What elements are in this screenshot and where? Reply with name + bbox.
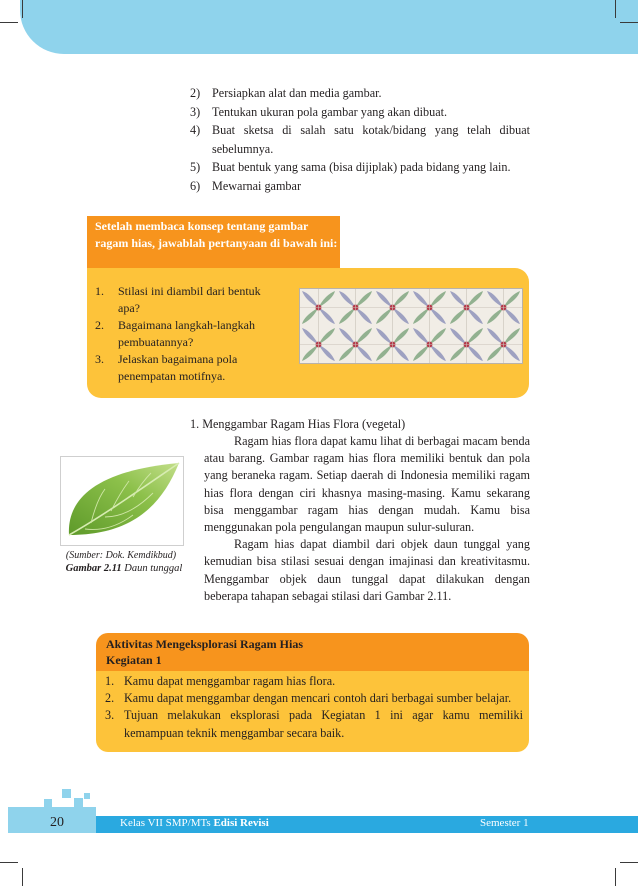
steps-list <box>190 84 530 195</box>
crop-mark <box>0 862 18 863</box>
activity-number: 1. <box>105 674 115 688</box>
step-item <box>190 103 530 122</box>
activity-item <box>105 690 523 707</box>
activity-list <box>105 673 523 742</box>
crop-mark <box>22 868 23 886</box>
step-item <box>190 84 530 103</box>
figure-caption <box>60 563 188 574</box>
question-item <box>95 317 285 351</box>
section-title: 1. Menggambar Ragam Hias Flora (vegetal) <box>190 417 406 431</box>
step-number: 4) <box>190 123 201 137</box>
activity-title: Aktivitas Mengeksplorasi Ragam Hias <box>106 637 304 651</box>
step-number: 5) <box>190 160 201 174</box>
header-band <box>20 0 638 54</box>
step-number: 3) <box>190 104 201 119</box>
question-text: Bagaimana langkah-langkah pembuatannya? <box>118 318 255 349</box>
question-number: 3. <box>95 352 104 366</box>
decor-pixel <box>44 799 52 807</box>
step-text: Tentukan ukuran pola gambar yang akan dibuat. <box>212 104 448 119</box>
activity-item <box>105 673 523 690</box>
step-item <box>190 177 530 196</box>
decor-pixel <box>84 793 90 799</box>
activity-text: Tujuan melakukan eksplorasi pada Kegiatan 1 ini agar kamu memiliki kemampuan teknik menggambar secara baik. <box>124 708 523 740</box>
step-text: Buat sketsa di salah satu kotak/bidang yang telah dibuat sebelumnya. <box>212 123 530 156</box>
paragraph: Ragam hias flora dapat kamu lihat di berbagai macam benda atau barang. Gambar ragam hias flora memiliki bentuk dan pola yang beraneka ragam. Setiap daerah di Indonesia memiliki ragam hias flora dengan ciri khasnya masing-masing. Kamu sekarang bisa menggambar ragam hias dengan mudah. Kamu bisa menggunakan pola pengulangan maupun sulur-suluran. <box>204 434 530 535</box>
question-number: 1. <box>95 284 104 298</box>
step-text: Mewarnai gambar <box>212 178 301 193</box>
crop-mark <box>0 22 18 23</box>
activity-number: 2. <box>105 691 115 706</box>
activity-item <box>105 707 523 741</box>
step-text: Buat bentuk yang sama (bisa dijiplak) pada bidang yang lain. <box>212 160 511 174</box>
footer-semester: Semester 1 <box>480 817 529 829</box>
question-number: 2. <box>95 318 104 332</box>
step-text: Persiapkan alat dan media gambar. <box>212 86 382 100</box>
leaf-image <box>60 456 184 546</box>
decor-pixel <box>74 798 83 807</box>
ornament-pattern-image <box>299 288 523 364</box>
book-edition: Edisi Revisi <box>213 817 269 829</box>
figure-label: Gambar 2.11 <box>65 563 122 574</box>
question-text: Stilasi ini diambil dari bentuk apa? <box>118 284 261 315</box>
step-number: 6) <box>190 178 201 193</box>
footer-book-title <box>120 817 269 829</box>
crop-mark <box>22 0 23 18</box>
crop-mark <box>620 22 638 23</box>
question-list <box>95 283 285 385</box>
activity-box-heading <box>96 633 529 671</box>
activity-number: 3. <box>105 708 115 723</box>
question-item <box>95 351 285 385</box>
activity-text: Kamu dapat menggambar ragam hias flora. <box>124 674 336 688</box>
leaf-icon <box>61 457 183 545</box>
step-number: 2) <box>190 86 201 100</box>
activity-subtitle: Kegiatan 1 <box>106 653 162 667</box>
page-number: 20 <box>50 815 64 830</box>
decor-pixel <box>62 789 71 798</box>
question-item <box>95 283 285 317</box>
step-item <box>190 121 530 158</box>
question-box-heading: Setelah membaca konsep tentang gambar ragam hias, jawablah pertanyaan di bawah ini: <box>87 216 340 268</box>
crop-mark <box>615 868 616 886</box>
step-item <box>190 158 530 177</box>
figure-source: (Sumber: Dok. Kemdikbud) <box>65 550 177 561</box>
activity-text: Kamu dapat menggambar dengan mencari contoh dari berbagai sumber belajar. <box>124 691 512 706</box>
crop-mark <box>620 862 638 863</box>
question-text: Jelaskan bagaimana pola penempatan motifnya. <box>118 352 238 383</box>
floral-ornament-icon <box>300 289 522 363</box>
figure-caption-text: Daun tunggal <box>121 563 183 574</box>
paragraph: Ragam hias dapat diambil dari objek daun tunggal yang kemudian bisa stilasi sesuai dengan imajinasi dan kreativitasmu. Menggambar objek daun tunggal dapat dilakukan dengan beberapa tahapan sebagai stilasi dari Gambar 2.11. <box>204 537 530 603</box>
crop-mark <box>615 0 616 18</box>
flora-paragraphs <box>204 433 530 605</box>
book-title: Kelas VII SMP/MTs <box>120 817 214 829</box>
